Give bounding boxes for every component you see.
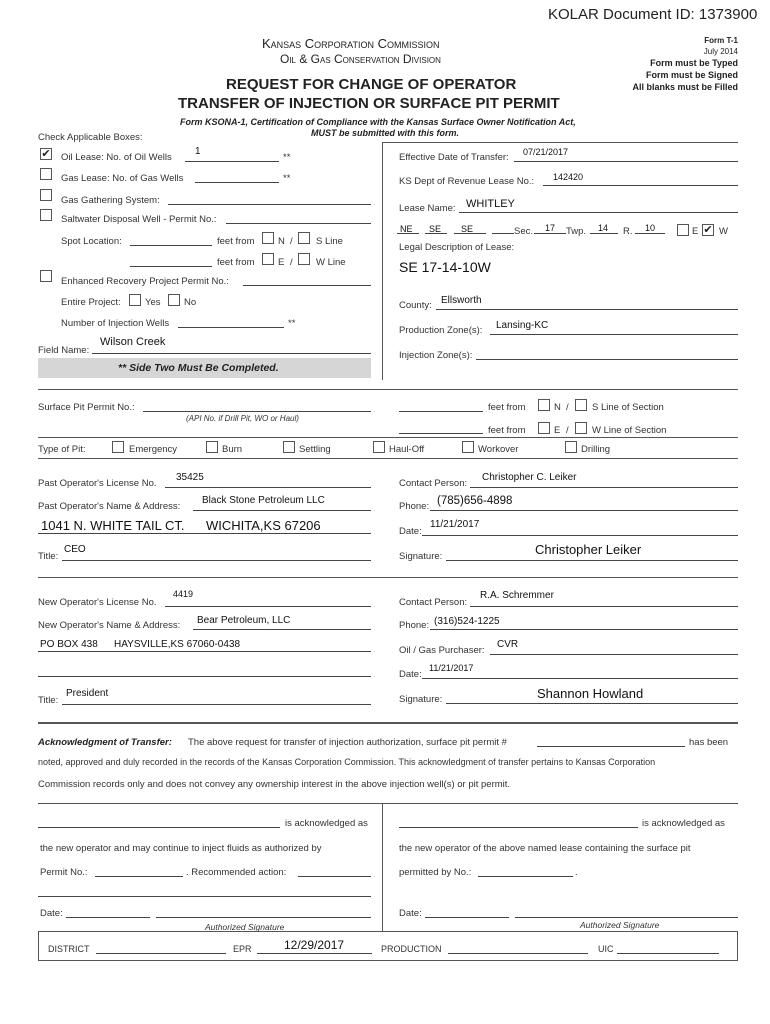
oil-wells-count[interactable]: 1 (195, 146, 201, 157)
side-two-note: ** Side Two Must Be Completed. (118, 362, 279, 374)
township-value[interactable]: 14 (598, 223, 609, 233)
past-signature-label: Signature: (399, 551, 443, 562)
swd-label: Saltwater Disposal Well - Permit No.: (61, 214, 217, 225)
gas-lease-checkbox[interactable] (40, 168, 52, 180)
ack-line2: noted, approved and duly recorded in the records of the Kansas Corporation Commission. This acknowledgment of transfer pertains to Kansas Corporation (38, 757, 656, 767)
past-signature-value[interactable]: Christopher Leiker (535, 542, 642, 557)
new-phone-label: Phone: (399, 620, 430, 631)
pit-settling-checkbox[interactable] (283, 441, 295, 453)
past-date-value[interactable]: 11/21/2017 (430, 519, 480, 530)
top-divider (382, 142, 738, 143)
range-value[interactable]: 10 (645, 223, 656, 233)
new-date-value[interactable]: 11/21/2017 (429, 663, 474, 673)
production-label: PRODUCTION (381, 944, 442, 954)
county-label: County: (399, 300, 432, 311)
past-contact-label: Contact Person: (399, 478, 468, 489)
production-zone-label: Production Zone(s): (399, 325, 483, 336)
lease-name-label: Lease Name: (399, 203, 456, 214)
requirement-signed: Form must be Signed (645, 70, 738, 80)
form-title-line2: TRANSFER OF INJECTION OR SURFACE PIT PERMIT (178, 95, 560, 112)
enhanced-recovery-label: Enhanced Recovery Project Permit No.: (61, 276, 229, 287)
purchaser-label: Oil / Gas Purchaser: (399, 645, 485, 656)
pit-type-label: Type of Pit: (38, 444, 86, 455)
oil-lease-checkbox[interactable]: ✔ (41, 148, 51, 160)
spot-s-checkbox[interactable] (298, 232, 310, 244)
new-title-value[interactable]: President (66, 688, 109, 699)
ack-heading: Acknowledgment of Transfer: (38, 737, 172, 748)
effective-date-value[interactable]: 07/21/2017 (523, 147, 569, 157)
new-signature-label: Signature: (399, 694, 443, 705)
form-number: Form T-1 (704, 36, 738, 45)
gas-gathering-checkbox[interactable] (40, 189, 52, 201)
subtitle-line2: MUST be submitted with this form. (311, 128, 459, 138)
district-label: DISTRICT (48, 944, 90, 954)
quarter-2[interactable]: SE (429, 224, 442, 234)
document-id: KOLAR Document ID: 1373900 (548, 6, 758, 23)
effective-date-label: Effective Date of Transfer: (399, 152, 509, 163)
spot-w-checkbox[interactable] (298, 253, 310, 265)
past-address-street[interactable]: 1041 N. WHITE TAIL CT. (41, 518, 185, 533)
legal-description-label: Legal Description of Lease: (399, 242, 515, 253)
quarter-1[interactable]: NE (400, 224, 413, 234)
past-license-label: Past Operator's License No. (38, 478, 157, 489)
requirement-typed: Form must be Typed (650, 58, 738, 68)
api-note: (API No. if Drill Pit, WO or Haul) (186, 414, 299, 423)
purchaser-value[interactable]: CVR (497, 639, 519, 650)
legal-description-value[interactable]: SE 17-14-10W (399, 259, 491, 275)
new-date-label: Date: (399, 669, 422, 680)
requirement-filled: All blanks must be Filled (632, 82, 738, 92)
lease-name-value[interactable]: WHITLEY (466, 198, 515, 210)
gas-lease-label: Gas Lease: No. of Gas Wells (61, 173, 184, 184)
gas-gathering-label: Gas Gathering System: (61, 195, 160, 206)
new-phone-value[interactable]: (316)524-1225 (434, 616, 500, 627)
new-name-label: New Operator's Name & Address: (38, 620, 181, 631)
new-license-value[interactable]: 4419 (173, 589, 194, 599)
uic-label: UIC (598, 944, 614, 954)
ack-line3: Commission records only and does not convey any ownership interest in the above injection well(s) or pit permit. (38, 779, 511, 790)
new-title-label: Title: (38, 695, 59, 706)
form-date: July 2014 (703, 47, 738, 56)
pit-drilling-checkbox[interactable] (565, 441, 577, 453)
field-name-value[interactable]: Wilson Creek (100, 336, 166, 348)
agency-name: Kansas Corporation Commission (262, 36, 440, 51)
injection-zone-label: Injection Zone(s): (399, 350, 473, 361)
section-value[interactable]: 17 (545, 223, 556, 233)
past-date-label: Date: (399, 526, 422, 537)
check-boxes-label: Check Applicable Boxes: (38, 132, 143, 143)
swd-checkbox[interactable] (40, 209, 52, 221)
past-phone-value[interactable]: (785)656-4898 (437, 495, 513, 507)
division-name: Oil & Gas Conservation Division (280, 52, 441, 66)
county-value[interactable]: Ellsworth (441, 295, 482, 306)
epr-label: EPR (233, 944, 252, 954)
pit-haul-checkbox[interactable] (373, 441, 385, 453)
past-title-value[interactable]: CEO (64, 544, 86, 555)
ks-revenue-value[interactable]: 142420 (553, 172, 584, 182)
ks-revenue-label: KS Dept of Revenue Lease No.: (399, 176, 535, 187)
enhanced-recovery-checkbox[interactable] (40, 270, 52, 282)
pit-emergency-checkbox[interactable] (112, 441, 124, 453)
past-name-value[interactable]: Black Stone Petroleum LLC (202, 495, 325, 506)
pit-e-checkbox[interactable] (538, 422, 550, 434)
vertical-divider (382, 142, 383, 380)
ack-line1: The above request for transfer of injection authorization, surface pit permit # (188, 737, 507, 748)
ack-left-text: the new operator and may continue to inject fluids as authorized by (40, 843, 322, 854)
new-license-label: New Operator's License No. (38, 597, 157, 608)
field-name-label: Field Name: (38, 345, 90, 356)
production-zone-value[interactable]: Lansing-KC (496, 320, 549, 331)
new-address-street[interactable]: PO BOX 438 (40, 639, 98, 650)
entire-no-checkbox[interactable] (168, 294, 180, 306)
pit-s-checkbox[interactable] (575, 399, 587, 411)
new-address-city[interactable]: HAYSVILLE,KS 67060-0438 (114, 639, 241, 650)
oil-lease-label: Oil Lease: No. of Oil Wells (61, 152, 172, 163)
section-divider (38, 389, 738, 390)
surface-pit-label: Surface Pit Permit No.: (38, 402, 135, 413)
spot-location-label: Spot Location: (61, 236, 122, 247)
entire-yes-checkbox[interactable] (129, 294, 141, 306)
subtitle-line1: Form KSONA-1, Certification of Compliance with the Kansas Surface Owner Notification Act, (180, 117, 576, 127)
past-contact-value[interactable]: Christopher C. Leiker (482, 472, 577, 483)
pit-workover-checkbox[interactable] (462, 441, 474, 453)
past-phone-label: Phone: (399, 501, 430, 512)
spot-n-checkbox[interactable] (262, 232, 274, 244)
ack-right-text: the new operator of the above named lease containing the surface pit (399, 843, 691, 854)
new-contact-value[interactable]: R.A. Schremmer (480, 590, 554, 601)
past-address-city[interactable]: WICHITA,KS 67206 (206, 518, 321, 533)
pit-w-checkbox[interactable] (575, 422, 587, 434)
past-name-label: Past Operator's Name & Address: (38, 501, 181, 512)
spot-e-checkbox[interactable] (262, 253, 274, 265)
quarter-3[interactable]: SE (461, 224, 474, 234)
epr-date[interactable]: 12/29/2017 (284, 938, 345, 952)
new-contact-label: Contact Person: (399, 597, 468, 608)
entire-project-label: Entire Project: (61, 297, 121, 308)
new-name-value[interactable]: Bear Petroleum, LLC (197, 615, 291, 626)
form-title-line1: REQUEST FOR CHANGE OF OPERATOR (226, 76, 517, 93)
past-license-value[interactable]: 35425 (176, 472, 204, 483)
injection-wells-label: Number of Injection Wells (61, 318, 170, 329)
pit-n-checkbox[interactable] (538, 399, 550, 411)
pit-burn-checkbox[interactable] (206, 441, 218, 453)
range-w-checkbox[interactable]: ✔ (703, 224, 713, 236)
range-e-checkbox[interactable] (677, 224, 689, 236)
new-signature-value[interactable]: Shannon Howland (537, 686, 644, 701)
past-title-label: Title: (38, 551, 59, 562)
